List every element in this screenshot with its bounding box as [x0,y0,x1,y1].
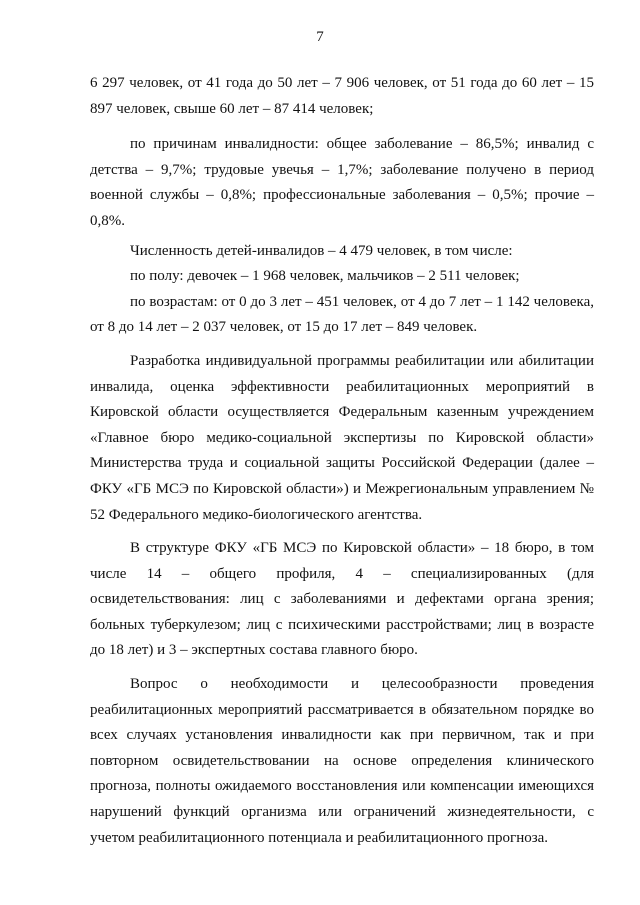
paragraph-bureau-structure: В структуре ФКУ «ГБ МСЭ по Кировской области» – 18 бюро, в том числе 14 – общего профиля, 4 – специализированных (для освидетельствования: лиц с заболеваниями и дефектами органа зрения; больных туберкулезом; лиц с психическими расстройствами; лиц в возрасте до 18 лет) и 3 – экспертных состава главного бюро. [90,540,594,659]
page-number: 7 [316,29,324,45]
paragraph-disabled-children-count: Численность детей-инвалидов – 4 479 человек, в том числе: [130,242,513,259]
paragraph-age-groups-continued: 6 297 человек, от 41 года до 50 лет – 7 906 человек, от 51 года до 60 лет – 15 897 человек, свыше 60 лет – 87 414 человек; [90,75,594,117]
body-text [90,71,594,851]
paragraph-children-by-age: по возрастам: от 0 до 3 лет – 451 человек, от 4 до 7 лет – 1 142 человека, от 8 до 14 лет – 2 037 человек, от 15 до 17 лет – 849 человек. [90,293,594,336]
paragraph-rehabilitation-measures: Вопрос о необходимости и целесообразности проведения реабилитационных мероприятий рассматривается в обязательном порядке во всех случаях установления инвалидности как при первичном, так и при повторном освидетельствовании на основе определения клинического прогноза, полноты ожидаемого восстановления или компенсации имеющихся нарушений функций организма или ограничений жизнедеятельности, с учетом реабилитационного потенциала и реабилитационного прогноза. [90,676,594,846]
paragraph-rehabilitation-program: Разработка индивидуальной программы реабилитации или абилитации инвалида, оценка эффективности реабилитационных мероприятий в Кировской области осуществляется Федеральным казенным учреждением «Главное бюро медико-социальной экспертизы по Кировской области» Министерства труда и социальной защиты Российской Федерации (далее – ФКУ «ГБ МСЭ по Кировской области») и Межрегиональным управлением № 52 Федерального медико-биологического агентства. [90,352,594,523]
paragraph-disability-causes: по причинам инвалидности: общее заболевание – 86,5%; инвалид с детства – 9,7%; трудовые увечья – 1,7%; заболевание получено в период военной службы – 0,8%; профессиональные заболевания – 0,5%; прочие – 0,8%. [90,136,594,229]
paragraph-children-by-gender: по полу: девочек – 1 968 человек, мальчиков – 2 511 человек; [130,268,520,285]
